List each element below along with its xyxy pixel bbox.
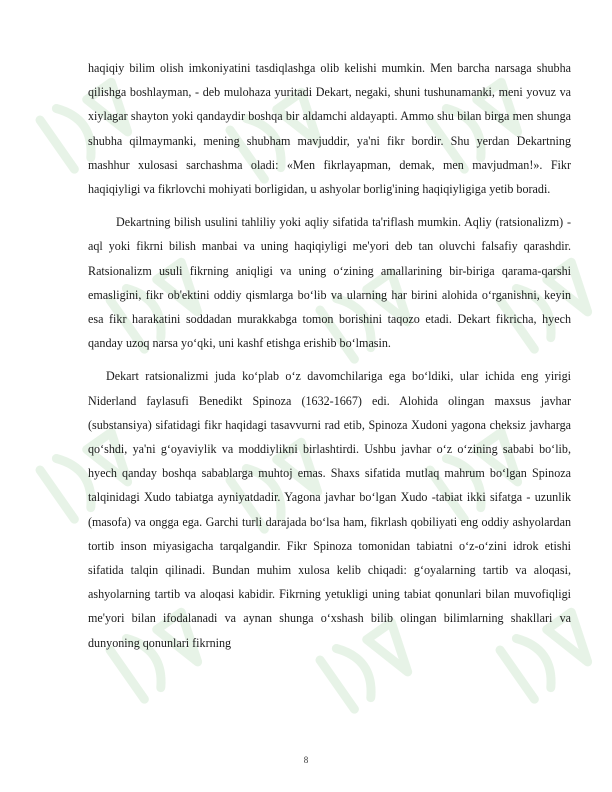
body-text <box>88 56 571 655</box>
page-number: 8 <box>303 755 309 765</box>
paragraph: Dekart ratsionalizmi juda ko‘plab o‘z davomchilariga ega bo‘ldiki, ular ichida eng yirigi Niderland faylasufi Benedikt Spinoza (1632-1667) edi. Alohida olingan maxsus javhar (substansiya) sifatidagi fikr haqidagi tasavvurni rad etib, Spinoza Xudoni yagona cheksiz javharga qo‘shdi, ya'ni g‘oyaviylik va moddiylikni birlashtirdi. Ushbu javhar o‘z o‘zining sababi bo‘lib, hyech qanday boshqa sabablarga muhtoj emas. Shaxs sifatida mutlaq mahrum bo‘lgan Spinoza talqinidagi Xudo tabiatga ayniyatdadir. Yagona javhar bo‘lgan Xudo -tabiat ikki sifatga - uzunlik (masofa) va ongga ega. Garchi turli darajada bo‘lsa ham, fikrlash qobiliyati eng oddiy ashyolardan tortib inson miyasigacha tarqalgandir. Fikr Spinoza tomonidan tabiatni o‘z-o‘zini idrok etishi sifatida talqin qilinadi. Bundan muhim xulosa kelib chiqadi: g‘oyalarning tartib va aloqasi, ashyolarning tartib va aloqasi kabidir. Fikrning yetukligi uning tabiat qonunlari bilan muvofiqligi me'yori bilan ifodalanadi va aynan shunga o‘xshash bilib olingan bilimlarning shakllari va dunyoning qonunlari fikrning <box>88 369 571 650</box>
paragraph: Dekartning bilish usulini tahliliy yoki aqliy sifatida ta'riflash mumkin. Aqliy (ratsionalizm) - aql yoki fikrni bilish manbai va uning haqiqiyligi me'yori deb tan oluvchi falsafiy qarashdir. Ratsionalizm usuli fikrning aniqligi va uning o‘zining amallarining bir-biriga qarama-qarshi emasligini, fikr ob'ektini oddiy qismlarga bo‘lib va ularning har birini alohida o‘rganishni, keyin esa fikr harakatini soddadan murakkabga tomon borishini taqozo etadi. Dekart fikricha, hyech qanday uzoq narsa yo‘qki, uni kashf etishga erishib bo‘lmasin. <box>88 215 571 351</box>
paragraph: haqiqiy bilim olish imkoniyatini tasdiqlashga olib kelishi mumkin. Men barcha narsaga shubha qilishga boshlayman, - deb mulohaza yuritadi Dekart, negaki, shuni tushunamanki, meni yovuz va xiylagar shayton yoki qandaydir boshqa bir aldamchi aldayapti. Ammo shu bilan birga men shunga shubha qilmaymanki, mening shubham mavjuddir, ya'ni fikr bordir. Shu yerdan Dekartning mashhur xulosasi sarchashma oladi: «Men fikrlayapman, demak, men mavjudman!». Fikr haqiqiyligi va fikrlovchi mohiyati borligidan, u ashyolar borlig'ining haqiqiyligiga yetib boradi. <box>88 61 571 197</box>
